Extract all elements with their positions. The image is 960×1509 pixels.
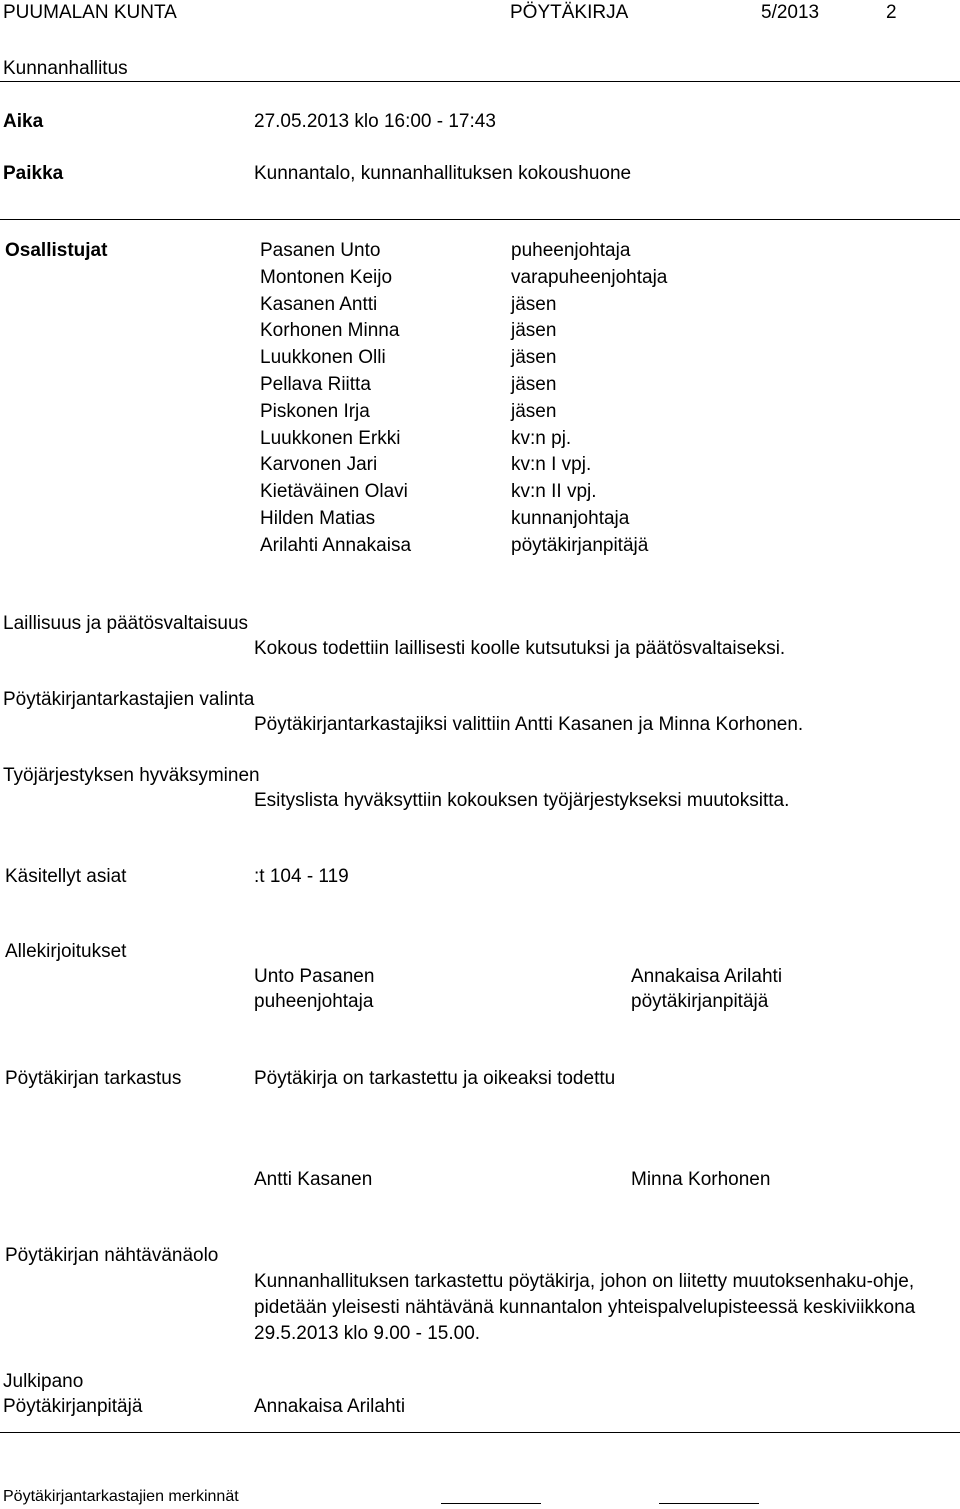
participant-role: puheenjohtaja [511, 240, 631, 261]
participant-role: kv:n II vpj. [511, 481, 597, 503]
participant-name: Korhonen Minna [260, 320, 400, 342]
reviewer-left-name: Antti Kasanen [254, 1169, 373, 1190]
participant-name: Pasanen Unto [260, 240, 381, 261]
review-label: Pöytäkirjan tarkastus [5, 1068, 182, 1089]
participant-name: Arilahti Annakaisa [260, 534, 412, 556]
initials-line-1 [441, 1503, 541, 1504]
participant-name: Karvonen Jari [260, 454, 378, 476]
time-value: 27.05.2013 klo 16:00 - 17:43 [254, 111, 496, 132]
participant-role: jäsen [511, 320, 557, 342]
footer-divider [0, 1432, 960, 1433]
org-name: PUUMALAN KUNTA [3, 2, 177, 23]
meeting-divider [0, 219, 960, 220]
participant-role: jäsen [511, 400, 557, 422]
participant-role: kv:n pj. [511, 427, 572, 449]
review-text: Pöytäkirja on tarkastettu ja oikeaksi todettu [254, 1068, 616, 1089]
doc-number: 5/2013 [761, 2, 820, 23]
participant-role: pöytäkirjanpitäjä [511, 534, 649, 556]
publication-label: Julkipano [3, 1371, 84, 1392]
header-divider [0, 81, 960, 82]
participant-name: Kietäväinen Olavi [260, 481, 408, 503]
doc-type: PÖYTÄKIRJA [510, 2, 629, 23]
chair-name: Unto Pasanen [254, 966, 375, 987]
chair-role: puheenjohtaja [254, 991, 374, 1012]
legality-text: Kokous todettiin laillisesti koolle kutsutuksi ja päätösvaltaiseksi. [254, 638, 786, 659]
display-text: Kunnanhallituksen tarkastettu pöytäkirja, johon on liitetty muutoksenhaku-ohje, pidetään yleisesti nähtävänä kunnantalon yhteispalvelupisteessä keskiviikkona 29.5.2013 klo 9.00 - 15.00. [254, 1271, 916, 1344]
initials-line-2 [659, 1503, 759, 1504]
participant-name: Luukkonen Olli [260, 347, 386, 369]
publication-value: Annakaisa Arilahti [254, 1396, 406, 1417]
publication-secretary-label: Pöytäkirjanpitäjä [3, 1396, 143, 1417]
handled-value: :t 104 - 119 [254, 866, 349, 887]
participant-name: Luukkonen Erkki [260, 427, 401, 449]
participant-role: varapuheenjohtaja [511, 266, 668, 288]
participant-role: jäsen [511, 347, 557, 369]
agenda-title: Työjärjestyksen hyväksyminen [3, 765, 260, 786]
place-label: Paikka [3, 163, 64, 184]
page-number: 2 [886, 2, 897, 23]
legality-title: Laillisuus ja päätösvaltaisuus [3, 613, 249, 634]
reviewers-text: Pöytäkirjantarkastajiksi valittiin Antti Kasanen ja Minna Korhonen. [254, 714, 804, 735]
participant-role: kv:n I vpj. [511, 454, 592, 476]
secretary-name: Annakaisa Arilahti [631, 966, 783, 987]
participant-role: kunnanjohtaja [511, 507, 630, 529]
signatures-label: Allekirjoitukset [5, 941, 127, 962]
body-name: Kunnanhallitus [3, 58, 128, 79]
handled-label: Käsitellyt asiat [5, 866, 127, 887]
reviewers-title: Pöytäkirjantarkastajien valinta [3, 689, 255, 710]
participant-role: jäsen [511, 373, 557, 395]
participant-name: Kasanen Antti [260, 293, 378, 315]
participant-name: Pellava Riitta [260, 373, 371, 395]
secretary-role: pöytäkirjanpitäjä [631, 991, 769, 1012]
agenda-text: Esityslista hyväksyttiin kokouksen työjärjestykseksi muutoksitta. [254, 790, 790, 811]
reviewer-right-name: Minna Korhonen [631, 1169, 771, 1190]
place-value: Kunnantalo, kunnanhallituksen kokoushuone [254, 163, 632, 184]
participant-role: jäsen [511, 293, 557, 315]
participant-name: Piskonen Irja [260, 400, 370, 422]
participant-name: Montonen Keijo [260, 266, 393, 288]
participants-label: Osallistujat [5, 240, 108, 261]
display-label: Pöytäkirjan nähtävänäolo [5, 1245, 219, 1266]
footer-label: Pöytäkirjantarkastajien merkinnät [3, 1488, 239, 1505]
participant-name: Hilden Matias [260, 507, 376, 529]
time-label: Aika [3, 111, 44, 132]
